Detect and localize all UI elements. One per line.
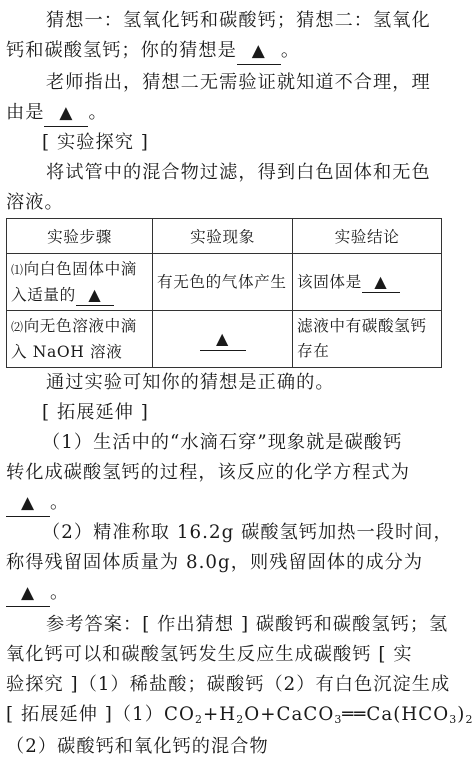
header-conclusion: 实验结论 — [293, 219, 442, 254]
question-2-line-2: 称得残留固体质量为 8.0g，则残留固体的成分为 — [6, 552, 424, 573]
question-1-line-2: 转化成碳酸氢钙的过程，该反应的化学方程式为 — [6, 462, 410, 483]
answer-blank[interactable]: ▲ — [44, 102, 88, 127]
result-line: 通过实验可知你的猜想是正确的。 — [46, 372, 335, 393]
conclusion-cell: 滤液中有碳酸氢钙 存在 — [293, 311, 442, 368]
filter-line-2: 溶液。 — [6, 192, 64, 213]
step-cell: ⑴向白色固体中滴 入适量的 ▲ — [7, 254, 153, 311]
table-row — [7, 254, 442, 311]
section-heading-experiment: [ 实验探究 ] — [42, 132, 149, 153]
hypothesis-line-2: 钙和碳酸氢钙；你的猜想是 ▲ 。 — [6, 36, 440, 66]
header-phenomenon: 实验现象 — [153, 219, 293, 254]
question-2-line-1: （2）精准称取 16.2g 碳酸氢钙加热一段时间， — [42, 522, 453, 543]
conclusion-cell: 该固体是 ▲ — [293, 254, 442, 311]
table-row — [7, 311, 442, 368]
filter-line-1: 将试管中的混合物过滤，得到白色固体和无色 — [46, 162, 431, 183]
answer-blank[interactable]: ▲ — [200, 328, 246, 351]
table-header-row — [7, 219, 442, 254]
answer-equation-line: [ 拓展延伸 ]$(1)CO_2+H_2O+CaCO_3══Ca(HCO_3)_2$ — [6, 704, 474, 726]
answer-blank[interactable]: ▲ — [6, 492, 50, 517]
answer-blank[interactable]: ▲ — [237, 40, 281, 65]
question-1-line-1: （1）生活中的“水滴石穿”现象就是碳酸钙 — [42, 432, 403, 453]
teacher-note-line-2: 由是 ▲ 。 — [6, 98, 440, 128]
teacher-note-line-1: 老师指出，猜想二无需验证就知道不合理，理 — [46, 72, 431, 93]
answer-blank[interactable]: ▲ — [6, 582, 50, 607]
answer-line-3: 验探究 ]（1）稀盐酸；碳酸钙（2）有白色沉淀生成 — [6, 674, 451, 695]
experiment-table — [6, 218, 442, 368]
answer-blank[interactable]: ▲ — [362, 272, 400, 293]
step-cell: ⑵向无色溶液中滴 入 NaOH 溶液 — [7, 311, 153, 368]
answer-line-5: （2）碳酸钙和氧化钙的混合物 — [6, 736, 269, 757]
answer-blank[interactable]: ▲ — [76, 285, 114, 306]
hypothesis-line-1: 猜想一：氢氧化钙和碳酸钙；猜想二：氢氧化 — [46, 10, 431, 31]
answer-line-2: 氧化钙可以和碳酸氢钙发生反应生成碳酸钙 [ 实 — [6, 644, 413, 665]
section-heading-extension: [ 拓展延伸 ] — [42, 402, 149, 423]
header-step: 实验步骤 — [7, 219, 153, 254]
answer-line-1: 参考答案：[ 作出猜想 ] 碳酸钙和碳酸氢钙；氢 — [46, 614, 449, 635]
question-1-line-3: ▲ 。 — [6, 488, 440, 518]
phenomenon-cell — [153, 311, 293, 368]
question-2-line-3: ▲ 。 — [6, 578, 440, 608]
phenomenon-cell: 有无色的气体产生 — [153, 254, 293, 311]
